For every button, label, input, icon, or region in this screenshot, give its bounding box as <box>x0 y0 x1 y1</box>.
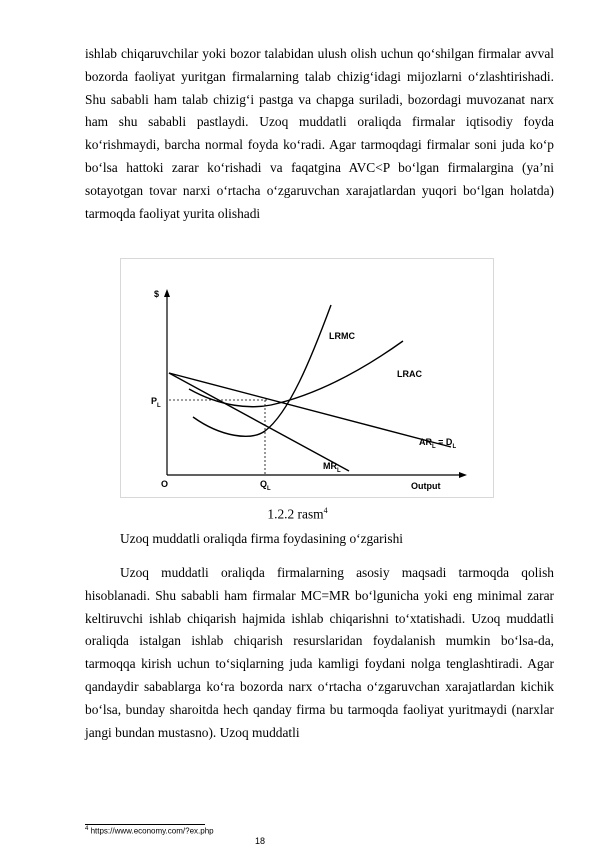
demand-ar-line <box>169 373 451 447</box>
lrmc-curve <box>193 305 331 436</box>
caption-footnote-ref: 4 <box>323 506 328 515</box>
quantity-label: $Q_L$ <box>260 479 271 492</box>
footnote <box>85 826 214 836</box>
lrmc-label: LRMC <box>329 331 355 341</box>
figure-caption: 1.2.2 rasm$^4$ <box>267 506 328 522</box>
price-label: $P_L$ <box>151 396 161 409</box>
y-axis-arrow <box>164 289 170 297</box>
mr-label: $MR_L$ <box>323 461 341 474</box>
ar-demand-label: $AR_L = D_L$ <box>419 437 457 450</box>
y-axis-label: $ <box>154 289 160 299</box>
long-run-profit-figure <box>120 258 494 498</box>
x-axis-arrow <box>459 472 467 478</box>
body-paragraph-2: Uzoq muddatli oraliqda firmalarning asosiy maqsadi tarmoqda qolish hisoblanadi. Shu sababli ham firmalar MC=MR bo‘lgunicha yoki eng minimal zarar keltiruvchi ishlab chiqarish hajmida ishlab chiqarishni to‘xtatishadi. Uzoq muddatli oraliqda istalgan ishlab chiqarish resurslaridan foydalanish mumkin bo‘lsa-da, tarmoqqa kirish uchun to‘siqlarning juda kamligi foydani nolga tenglashtiradi. Agar qandaydir sabablarga ko‘ra bozorda narx o‘rtacha o‘zgaruvchan xarajatlardan kichik bo‘lsa, bunday sharoitda hech qanday firma bu tarmoqda faoliyat yuritmaydi (narxlar jangi bundan mustasno). Uzoq muddatli <box>85 565 554 740</box>
footnote-url: https://www.economy.com/?ex.php <box>88 826 214 836</box>
x-axis-label: Output <box>411 481 441 491</box>
page-number: 18 <box>254 836 265 846</box>
footnote-divider <box>85 824 205 825</box>
economics-diagram <box>121 259 493 497</box>
figure-subtitle: Uzoq muddatli oraliqda firma foydasining o‘zgarishi <box>120 531 403 546</box>
origin-label: O <box>161 479 169 489</box>
lrac-curve <box>189 341 403 407</box>
body-paragraph-1: ishlab chiqaruvchilar yoki bozor talabidan ulush olish uchun qo‘shilgan firmalar avval bozorda faoliyat yuritgan firmalarning talab chizig‘idagi mijozlarni o‘zlashtirishadi. Shu sababli ham talab chizig‘i pastga va chapga suriladi, bozordagi muvozanat narx ham shu sababli pastlaydi. Uzoq muddatli oraliqda firmalar iqtisodiy foyda ko‘rishmaydi, barcha normal foyda ko‘radi. Agar tarmoqdagi firmalar soni juda ko‘p bo‘lsa hattoki zarar ko‘rishadi va faqatgina AVC<P bo‘lgan firmalargina (ya’ni sotayotgan tovar narxi o‘rtacha o‘zgaruvchan xarajatlardan yuqori bo‘lgan holatda) tarmoqda faoliyat yurita olishadi <box>85 46 554 221</box>
lrac-label: LRAC <box>397 369 422 379</box>
footnote-ref: 4 <box>85 826 89 832</box>
